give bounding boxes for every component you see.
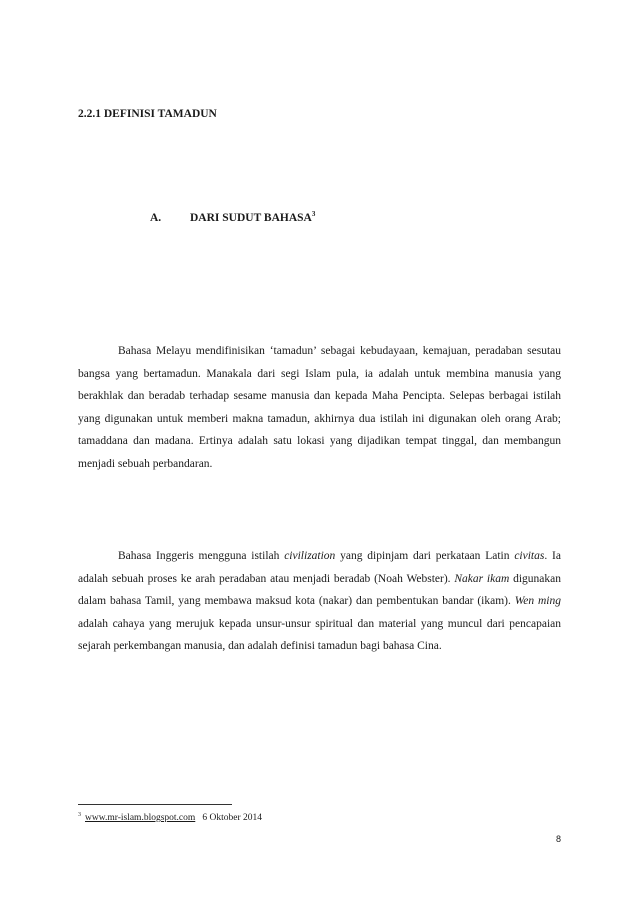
footnote-date: 6 Oktober 2014 — [202, 813, 263, 823]
paragraph-2-text-3: . Ia adalah sebuah proses ke arah peradaban atau menjadi beradab (Noah Webster). — [78, 550, 561, 585]
subsection-heading — [150, 210, 315, 224]
footnote-reference[interactable]: 3 — [311, 210, 316, 218]
footnote — [78, 812, 262, 823]
subsection-title: DARI SUDUT BAHASA — [190, 212, 312, 224]
term-nakar-ikam: Nakar ikam — [454, 572, 510, 585]
paragraph-2-text-2: yang dipinjam dari perkataan Latin — [335, 550, 515, 562]
term-wen-ming: Wen ming — [514, 595, 561, 607]
footnote-number: 3 — [78, 812, 81, 818]
footnote-divider — [78, 804, 232, 805]
term-civitas: civitas — [514, 550, 545, 562]
section-heading: 2.2.1 DEFINISI TAMADUN — [78, 108, 217, 120]
subsection-letter: A. — [150, 212, 162, 224]
paragraph-2-text-4: digunakan dalam bahasa Tamil, yang membawa maksud kota (nakar) dan pembentukan bandar (ikam). — [78, 572, 561, 607]
paragraph-2-text-5: adalah cahaya yang merujuk kepada unsur-unsur spiritual dan material yang muncul dari pencapaian sejarah perkembangan manusia, dan adalah definisi tamadun bagi bahasa Cina. — [78, 617, 561, 652]
term-civilization: civilization — [284, 550, 336, 562]
paragraph-1-text: Bahasa Melayu mendifinisikan ‘tamadun’ sebagai kebudayaan, kemajuan, peradaban sesutau bangsa yang bertamadun. Manakala dari segi Islam pula, ia adalah untuk membina manusia yang berakhlak dan beradab terhadap sesame manusia dan kepada Maha Pencipta. Selepas berbagai istilah yang digunakan untuk memberi makna tamadun, akhirnya dua istilah ini digunakan oleh orang Arab; tamaddana dan madana. Ertinya adalah satu lokasi yang dijadikan tempat tinggal, dan membangun menjadi sebuah perbandaran. — [78, 345, 561, 470]
footnote-link[interactable]: www.mr-islam.blogspot.com — [85, 813, 196, 823]
paragraph-2-text-1: Bahasa Inggeris mengguna istilah — [118, 550, 285, 562]
paragraph-bahasa-inggeris — [78, 545, 561, 658]
paragraph-bahasa-melayu — [78, 340, 561, 475]
page-number: 8 — [556, 834, 562, 844]
